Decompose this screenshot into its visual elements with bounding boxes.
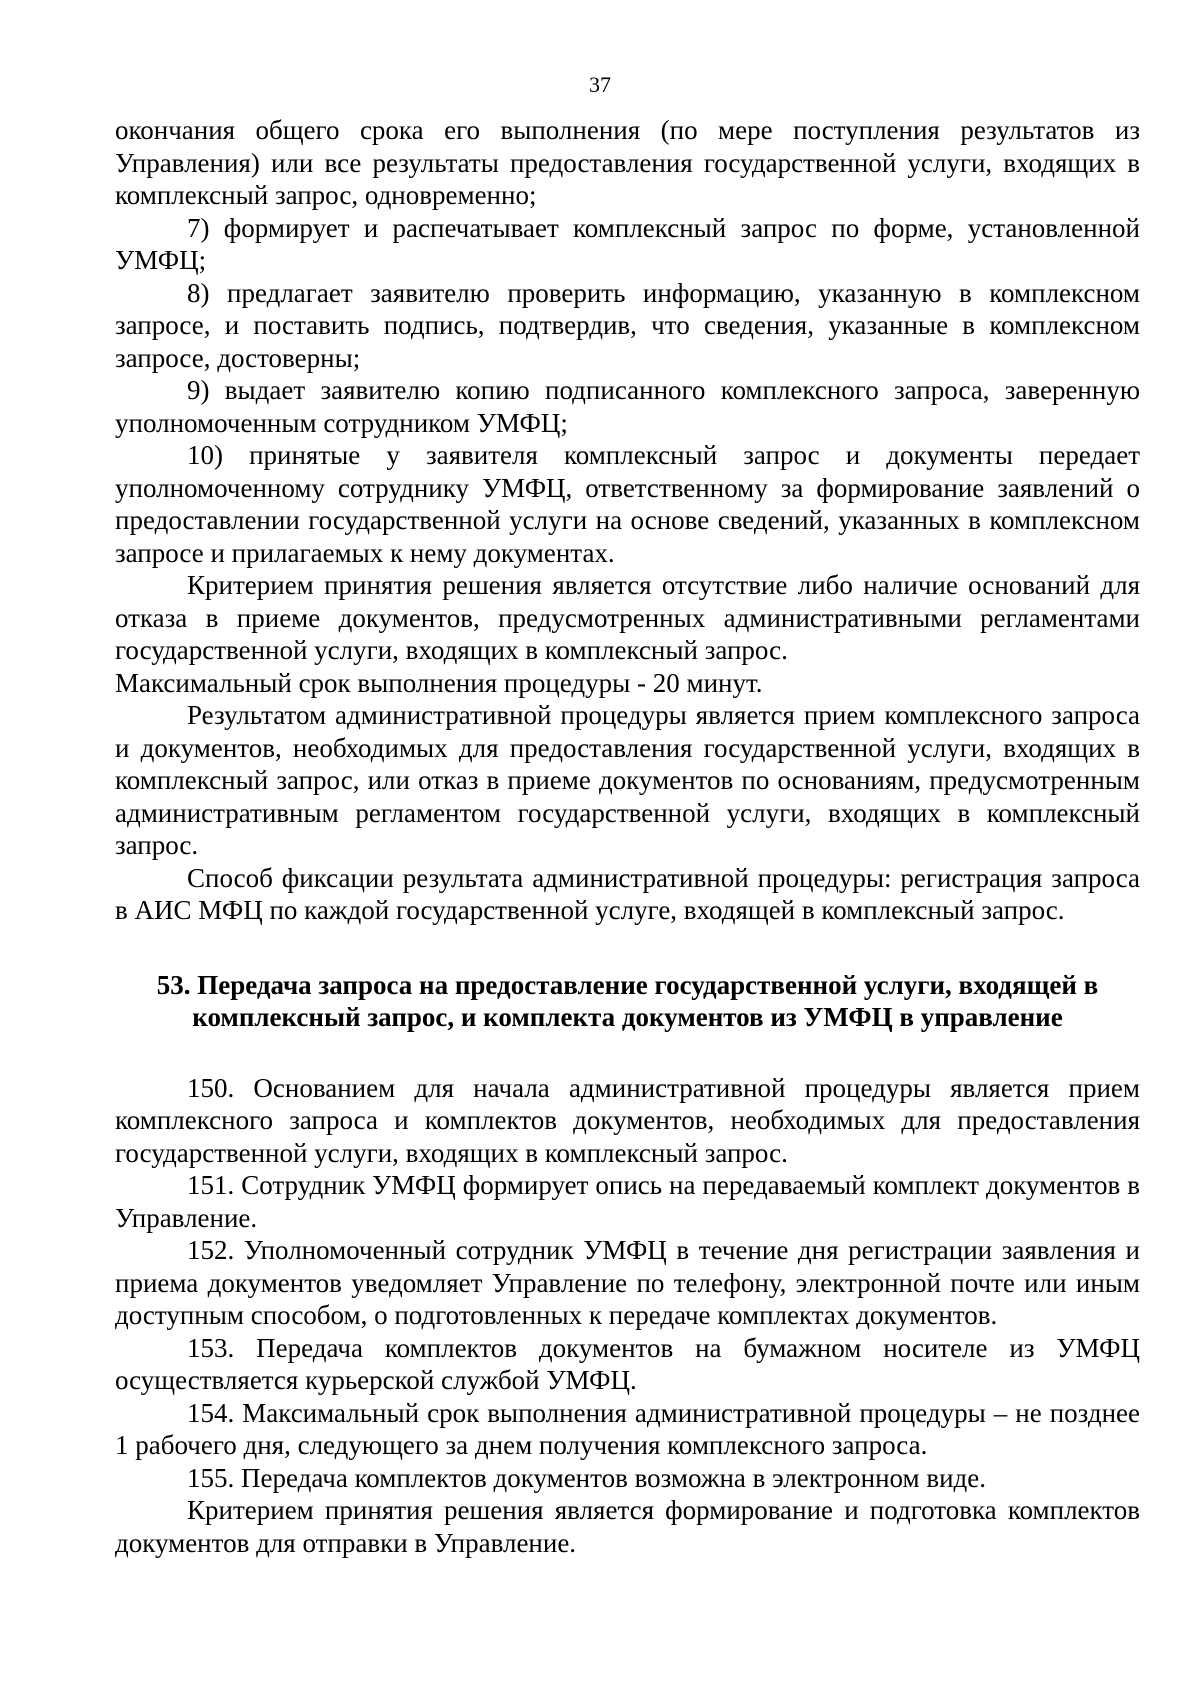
paragraph: Критерием принятия решения является отсутствие либо наличие оснований для отказа в приеме документов, предусмотренных административными регламентами государственной услуги, входящих в комплексный запрос. [115,570,1140,665]
paragraph: 8) предлагает заявителю проверить информацию, указанную в комплексном запросе, и поставить подпись, подтвердив, что сведения, указанные в комплексном запросе, достоверны; [115,277,1140,373]
paragraph: 10) принятые у заявителя комплексный запрос и документы передает уполномоченному сотруднику УМФЦ, ответственному за формирование заявлений о предоставлении государственной услуги на основе сведений, указанных в комплексном запросе и прилагаемых к нему документах. [115,440,1140,568]
paragraph: 150. Основанием для начала административной процедуры является прием комплексного запроса и комплектов документов, необходимых для предоставления государственной услуги, входящих в комплексный запрос. [115,1072,1140,1168]
paragraph: 9) выдает заявителю копию подписанного комплексного запроса, заверенную уполномоченным сотрудником УМФЦ; [115,375,1140,438]
paragraphs-top [115,114,1140,927]
paragraphs-bottom [115,1072,1140,1560]
paragraph: 155. Передача комплектов документов возможна в электронном виде. [187,1462,987,1493]
document-body [115,114,1140,1559]
paragraph: Способ фиксации результата административной процедуры: регистрация запроса в АИС МФЦ по каждой государственной услуге, входящей в комплексный запрос. [115,862,1140,925]
section-title: 53. Передача запроса на предоставление государственной услуги, входящей в комплексный запрос, и комплекта документов из УМФЦ в управление [156,969,1099,1032]
paragraph: 154. Максимальный срок выполнения административной процедуры – не позднее 1 рабочего дня, следующего за днем получения комплексного запроса. [115,1397,1140,1460]
paragraph: Максимальный срок выполнения процедуры - 20 минут. [115,667,763,698]
paragraph: Результатом административной процедуры является прием комплексного запроса и документов, необходимых для предоставления государственной услуги, входящих в комплексный запрос, или отказ в приеме документов по основаниям, предусмотренным административным регламентом государственной услуги, входящих в комплексный запрос. [115,700,1140,860]
page-number: 37 [589,72,611,97]
paragraph: Критерием принятия решения является формирование и подготовка комплектов документов для отправки в Управление. [115,1495,1140,1558]
paragraph: 151. Сотрудник УМФЦ формирует опись на передаваемый комплект документов в Управление. [115,1170,1140,1233]
paragraph: 153. Передача комплектов документов на бумажном носителе из УМФЦ осуществляется курьерской службой УМФЦ. [115,1332,1140,1395]
paragraph: 7) формирует и распечатывает комплексный запрос по форме, установленной УМФЦ; [115,212,1140,275]
paragraph: окончания общего срока его выполнения (по мере поступления результатов из Управления) или все результаты предоставления государственной услуги, входящих в комплексный запрос, одновременно; [115,115,1140,210]
paragraph: 152. Уполномоченный сотрудник УМФЦ в течение дня регистрации заявления и приема документов уведомляет Управление по телефону, электронной почте или иным доступным способом, о подготовленных к передаче комплектах документов. [115,1235,1140,1330]
